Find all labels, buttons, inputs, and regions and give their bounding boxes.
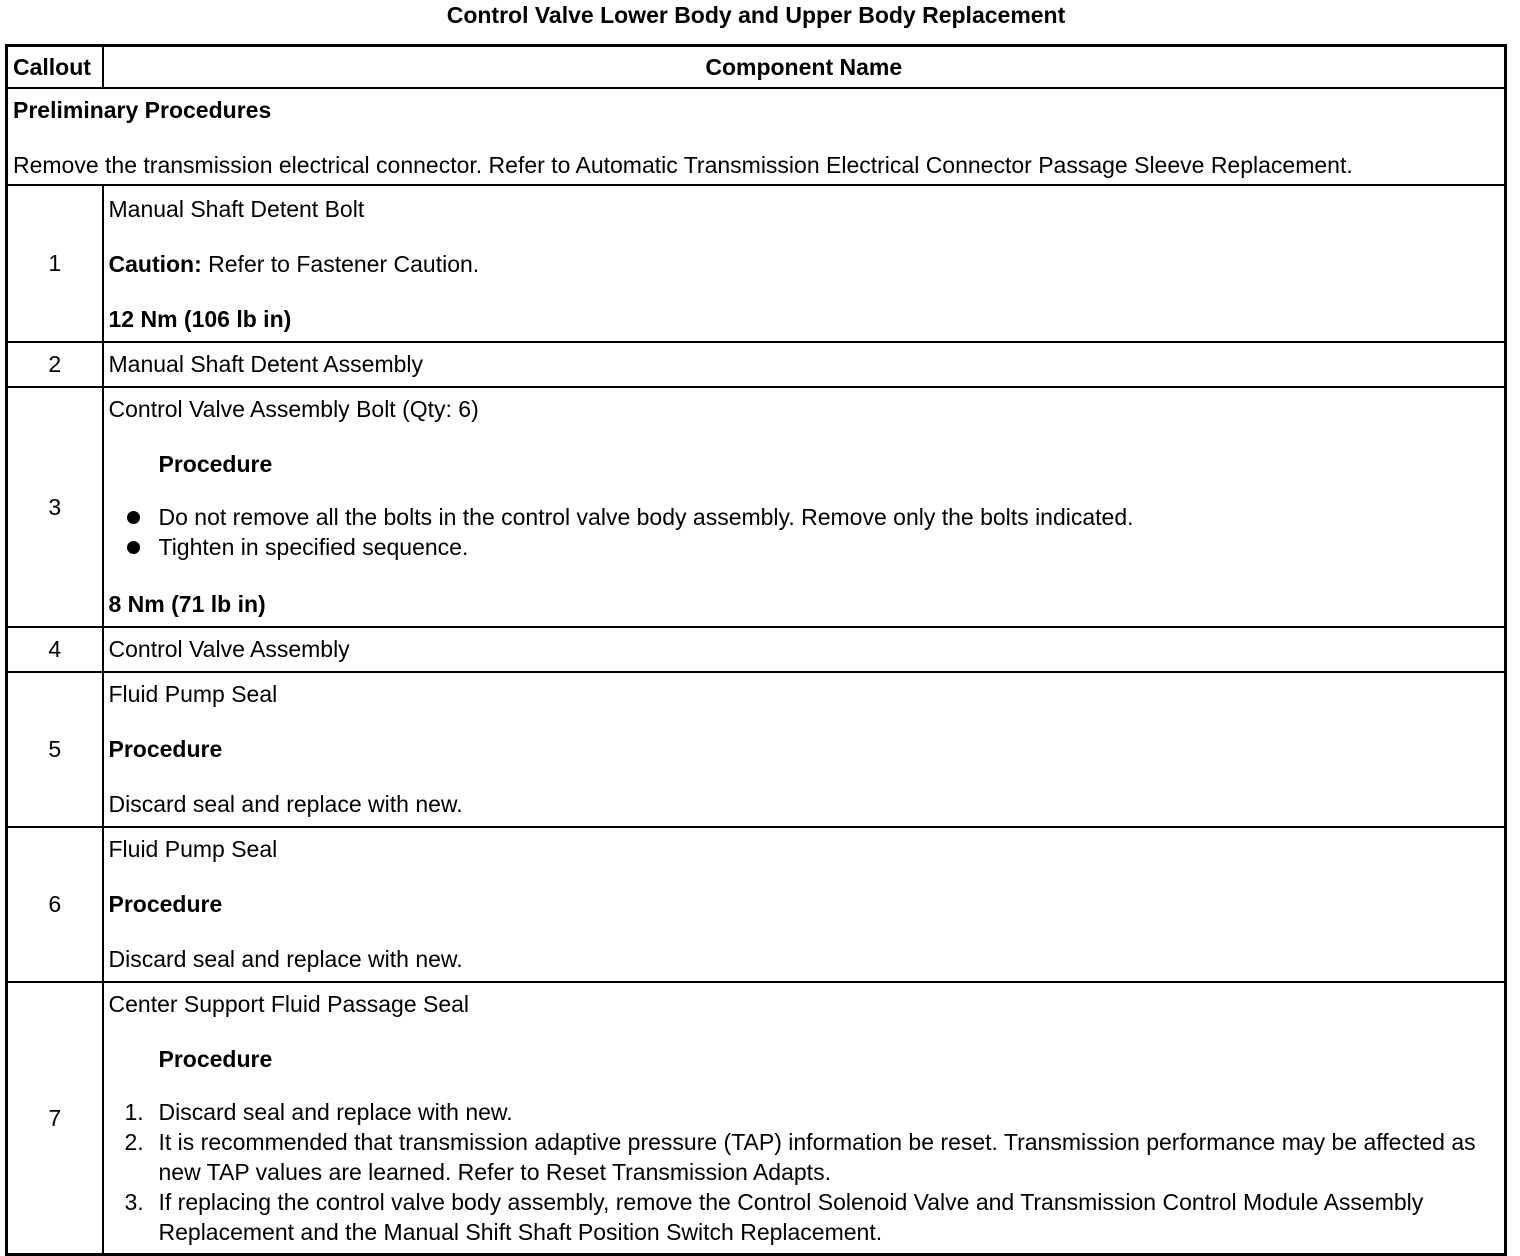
table-row (7, 387, 1506, 627)
component-column-header: Component Name (103, 46, 1506, 89)
list-item (109, 1187, 1497, 1247)
preliminary-row (7, 88, 1506, 185)
list-item: Tighten in specified sequence. (109, 532, 1497, 562)
caution-label: Caution: (108, 251, 202, 277)
torque-spec: 8 Nm (71 lb in) (108, 591, 266, 617)
component-name: Fluid Pump Seal (108, 836, 278, 862)
procedure-heading: Procedure (158, 1046, 273, 1072)
procedure-steps (109, 1093, 1497, 1247)
list-item: Do not remove all the bolts in the control valve body assembly. Remove only the bolts indicated. (109, 502, 1497, 532)
step-number: 1. (124, 1099, 144, 1125)
table-row (7, 342, 1506, 387)
procedure-heading: Procedure (108, 736, 223, 762)
callout-column-header: Callout (7, 46, 103, 89)
page-title: Control Valve Lower Body and Upper Body Replacement (446, 2, 1066, 28)
table-row (7, 627, 1506, 672)
procedure-heading: Procedure (108, 891, 223, 917)
component-name: Control Valve Assembly (108, 636, 350, 662)
procedure-heading: Procedure (158, 451, 273, 477)
step-number: 2. (124, 1129, 144, 1155)
component-name: Manual Shaft Detent Bolt (108, 196, 365, 222)
procedure-bullets (109, 498, 1497, 583)
step-text: Discard seal and replace with new. (158, 1099, 513, 1125)
component-name: Control Valve Assembly Bolt (Qty: 6) (108, 396, 479, 422)
table-row (7, 185, 1506, 342)
callout-number: 6 (7, 827, 103, 982)
callout-number: 4 (7, 627, 103, 672)
callout-number: 2 (7, 342, 103, 387)
table-header-row (7, 46, 1506, 89)
callout-number: 1 (7, 185, 103, 342)
component-name: Center Support Fluid Passage Seal (108, 991, 470, 1017)
callout-number: 5 (7, 672, 103, 827)
component-name: Manual Shaft Detent Assembly (108, 351, 423, 377)
preliminary-text: Remove the transmission electrical connector. Refer to Automatic Transmission Electrical Connector Passage Sleeve Replacement. (13, 152, 1353, 178)
step-number: 3. (124, 1189, 144, 1215)
torque-spec: 12 Nm (106 lb in) (108, 306, 292, 332)
step-text: It is recommended that transmission adaptive pressure (TAP) information be reset. Transmission performance may be affected as new TAP values are learned. Refer to Reset Transmission Adapts. (158, 1129, 1476, 1185)
procedure-text: Discard seal and replace with new. (108, 791, 463, 817)
list-item (109, 1127, 1497, 1187)
table-row (7, 672, 1506, 827)
component-table (5, 44, 1507, 1256)
procedure-text: Discard seal and replace with new. (108, 946, 463, 972)
step-text: If replacing the control valve body assembly, remove the Control Solenoid Valve and Transmission Control Module Assembly Replacement and the Manual Shift Shaft Position Switch Replacement. (158, 1189, 1424, 1245)
caution-text: Refer to Fastener Caution. (201, 251, 480, 277)
callout-number: 7 (7, 982, 103, 1255)
callout-number: 3 (7, 387, 103, 627)
preliminary-heading: Preliminary Procedures (13, 97, 272, 123)
list-item (109, 1097, 1497, 1127)
caution-note (109, 243, 1497, 298)
component-name: Fluid Pump Seal (108, 681, 278, 707)
table-row (7, 982, 1506, 1255)
table-row (7, 827, 1506, 982)
